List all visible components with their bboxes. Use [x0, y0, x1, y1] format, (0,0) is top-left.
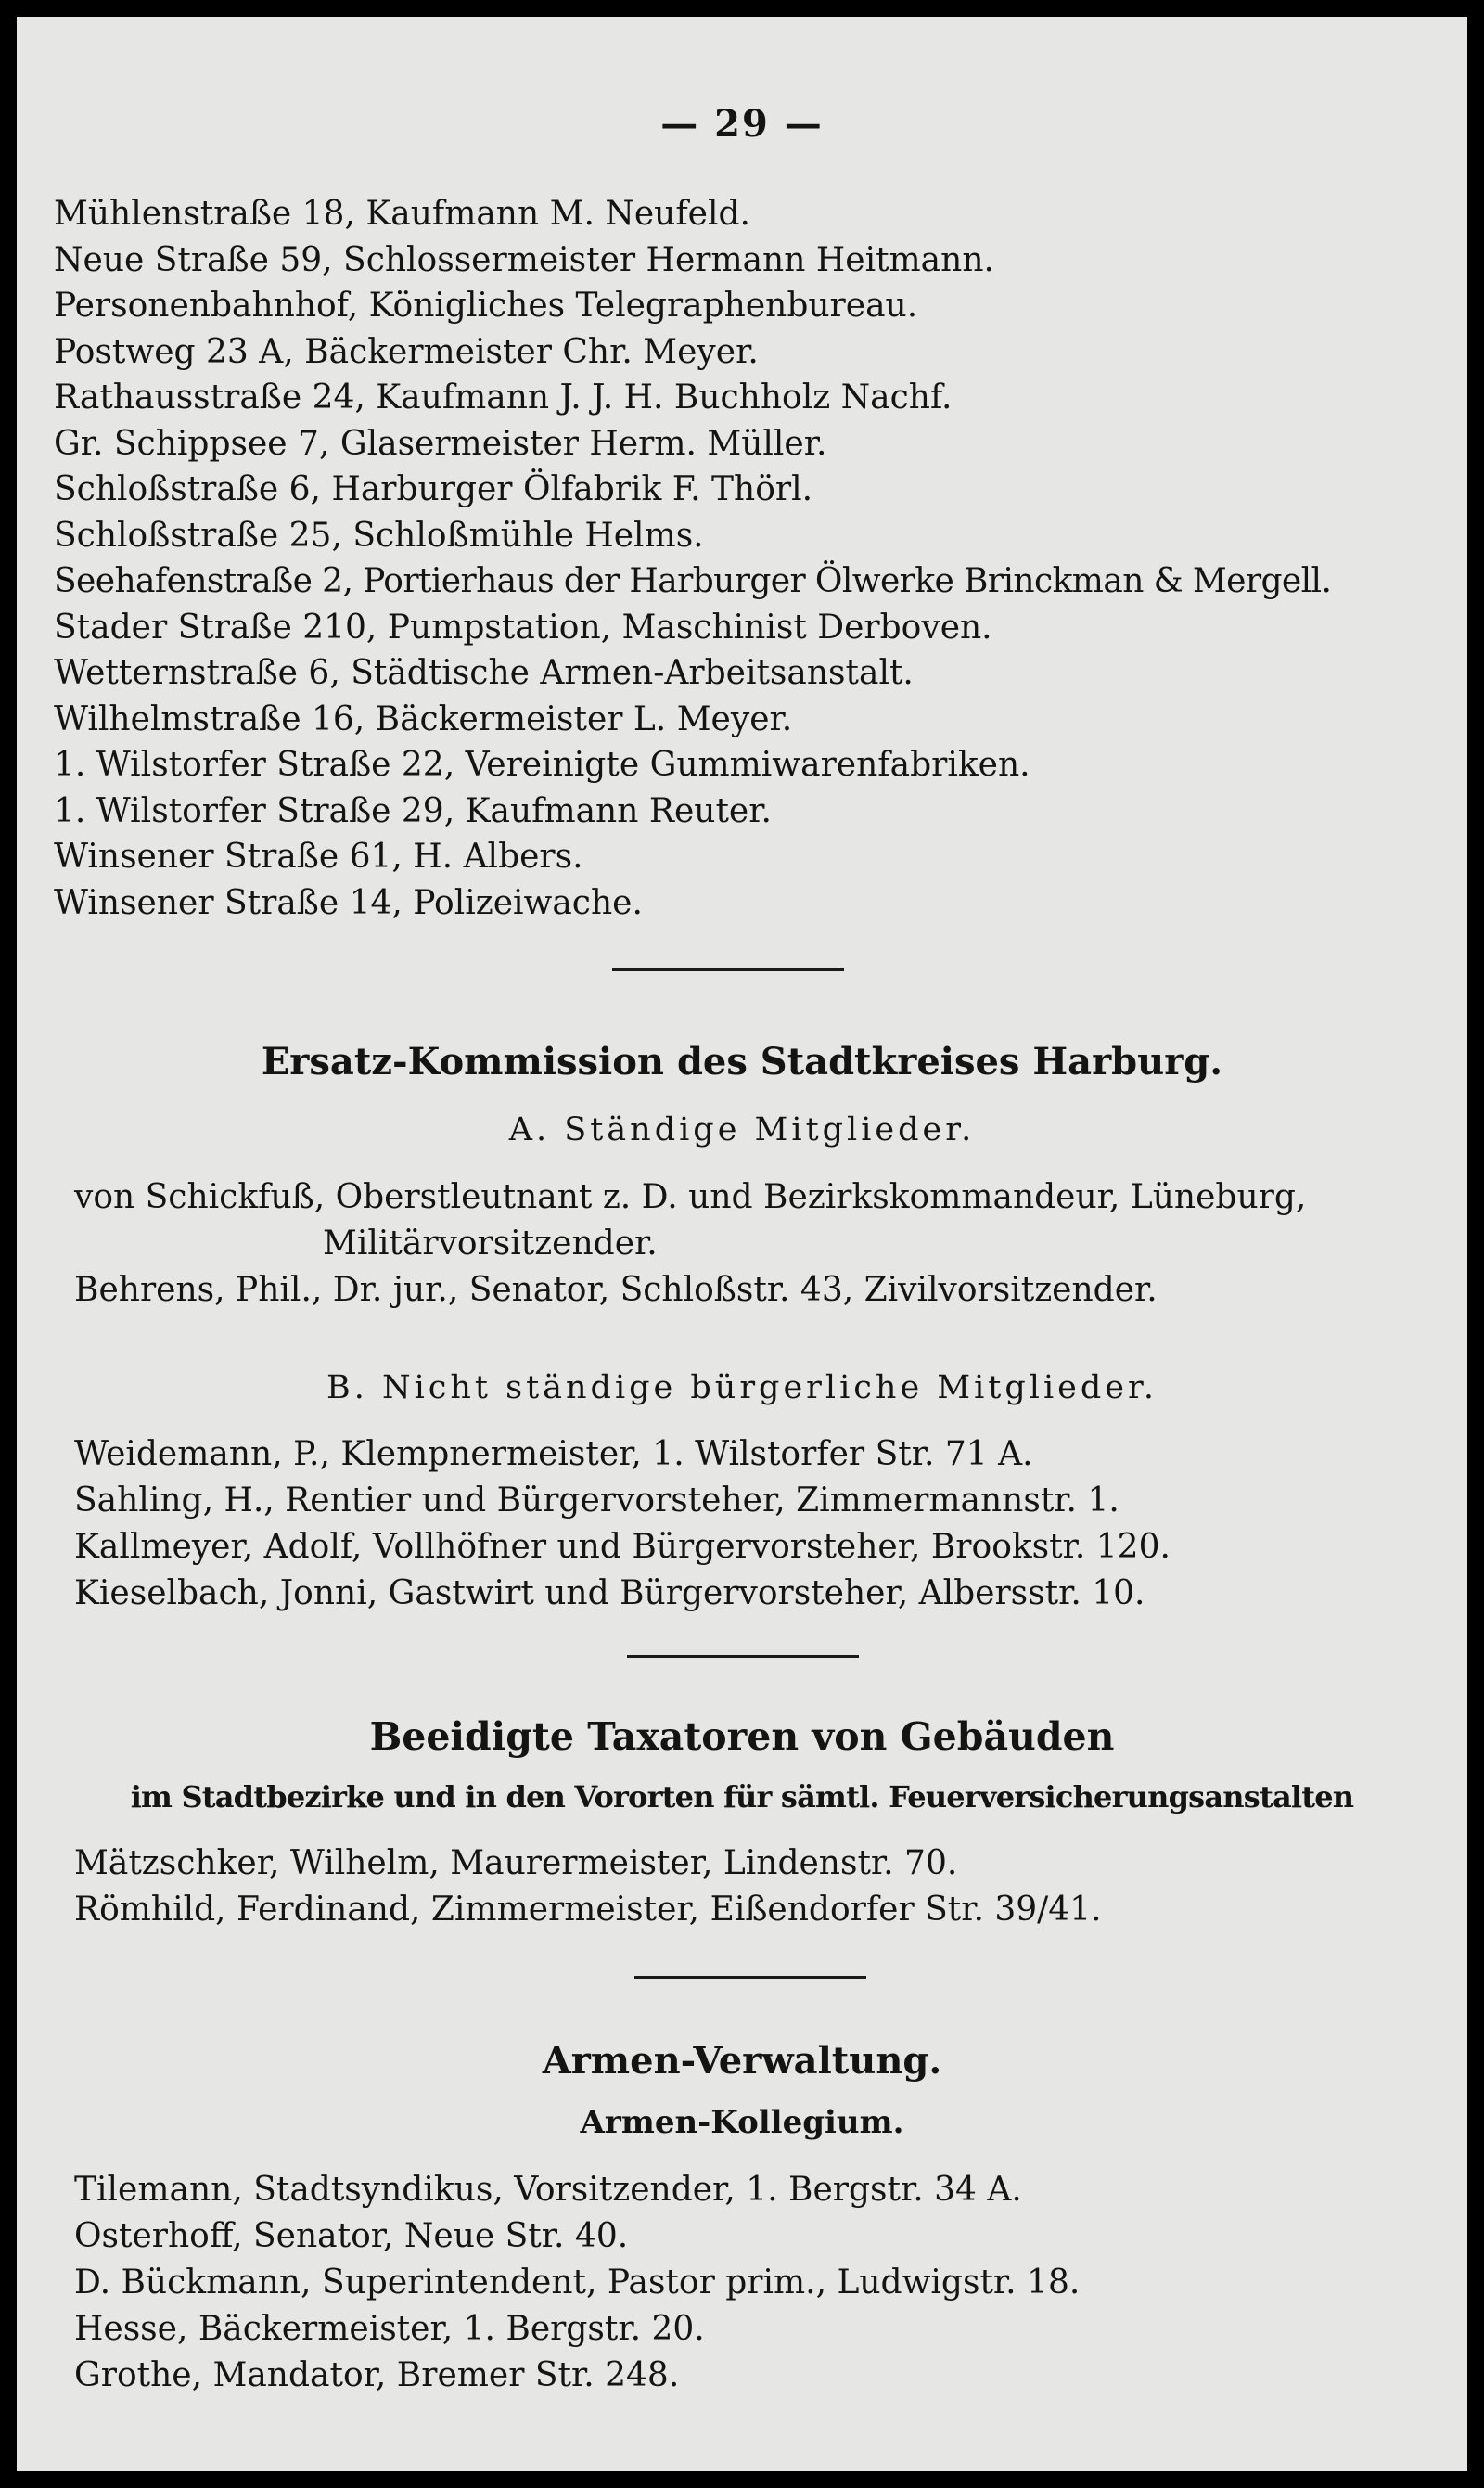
armen-kollegium-list — [74, 2167, 1438, 2399]
address-entry: Mühlenstraße 18, Kaufmann M. Neufeld. — [54, 195, 750, 233]
address-entry: Wilhelmstraße 16, Bäckermeister L. Meyer. — [54, 699, 793, 738]
address-entry: Schloßstraße 6, Harburger Ölfabrik F. Thörl. — [54, 470, 813, 508]
nonpermanent-members-list — [74, 1431, 1438, 1617]
page-number: — 29 — — [660, 102, 824, 146]
ersatz-commission-title: Ersatz-Kommission des Stadtkreises Harburg. — [261, 1040, 1223, 1084]
address-entry: 1. Wilstorfer Straße 22, Vereinigte Gummiwarenfabriken. — [54, 746, 1030, 784]
taxatoren-subtitle: im Stadtbezirke und in den Vororten für sämtl. Feuerversicherungsanstalten — [130, 1779, 1354, 1815]
armen-kollegium-title: Armen-Kollegium. — [580, 2104, 904, 2141]
section-divider — [612, 968, 844, 971]
member-entry: Mätzschker, Wilhelm, Maurermeister, Lindenstr. 70. — [74, 1844, 958, 1882]
member-entry: Kallmeyer, Adolf, Vollhöfner und Bürgervorsteher, Brookstr. 120. — [74, 1528, 1171, 1566]
taxatoren-list — [74, 1840, 1438, 1933]
address-entry: Seehafenstraße 2, Portierhaus der Harburger Ölwerke Brinckman & Mergell. — [54, 562, 1332, 600]
member-entry: von Schickfuß, Oberstleutnant z. D. und Bezirkskommandeur, Lüneburg, — [74, 1178, 1307, 1216]
address-entry: Wetternstraße 6, Städtische Armen-Arbeitsanstalt. — [54, 654, 914, 692]
address-entry: Winsener Straße 14, Polizeiwache. — [54, 883, 643, 922]
member-entry: Kieselbach, Jonni, Gastwirt und Bürgervorsteher, Albersstr. 10. — [74, 1574, 1145, 1612]
address-entry: Postweg 23 A, Bäckermeister Chr. Meyer. — [54, 332, 759, 371]
section-divider — [627, 1655, 859, 1658]
permanent-members-list — [74, 1174, 1438, 1314]
address-entry: Stader Straße 210, Pumpstation, Maschinist Derboven. — [54, 608, 992, 647]
address-list — [54, 191, 1436, 926]
section-divider — [634, 1976, 866, 1979]
address-entry: Winsener Straße 61, H. Albers. — [54, 838, 583, 876]
member-entry: Tilemann, Stadtsyndikus, Vorsitzender, 1. Bergstr. 34 A. — [74, 2171, 1022, 2209]
book-page — [17, 17, 1467, 2471]
member-entry: Grothe, Mandator, Bremer Str. 248. — [74, 2356, 680, 2394]
taxatoren-title: Beeidigte Taxatoren von Gebäuden — [369, 1714, 1115, 1759]
address-entry: Gr. Schippsee 7, Glasermeister Herm. Müller. — [54, 424, 827, 463]
member-entry-continuation: Militärvorsitzender. — [323, 1225, 658, 1263]
member-entry: D. Bückmann, Superintendent, Pastor prim., Ludwigstr. 18. — [74, 2264, 1081, 2302]
permanent-members-heading: A. Ständige Mitglieder. — [508, 1111, 976, 1148]
member-entry: Sahling, H., Rentier und Bürgervorsteher, Zimmermannstr. 1. — [74, 1481, 1119, 1520]
armen-verwaltung-title: Armen-Verwaltung. — [542, 2039, 942, 2083]
address-entry: Neue Straße 59, Schlossermeister Hermann Heitmann. — [54, 240, 994, 279]
address-entry: 1. Wilstorfer Straße 29, Kaufmann Reuter. — [54, 791, 772, 830]
address-entry: Schloßstraße 25, Schloßmühle Helms. — [54, 516, 704, 555]
member-entry: Osterhoff, Senator, Neue Str. 40. — [74, 2217, 629, 2255]
member-entry: Behrens, Phil., Dr. jur., Senator, Schloßstr. 43, Zivilvorsitzender. — [74, 1271, 1158, 1309]
member-entry: Weidemann, P., Klempnermeister, 1. Wilstorfer Str. 71 A. — [74, 1435, 1033, 1473]
address-entry: Rathausstraße 24, Kaufmann J. J. H. Buchholz Nachf. — [54, 378, 953, 417]
member-entry: Hesse, Bäckermeister, 1. Bergstr. 20. — [74, 2310, 705, 2348]
nonpermanent-members-heading: B. Nicht ständige bürgerliche Mitglieder. — [326, 1369, 1158, 1406]
address-entry: Personenbahnhof, Königliches Telegraphenbureau. — [54, 287, 918, 325]
member-entry: Römhild, Ferdinand, Zimmermeister, Eißendorfer Str. 39/41. — [74, 1891, 1102, 1929]
